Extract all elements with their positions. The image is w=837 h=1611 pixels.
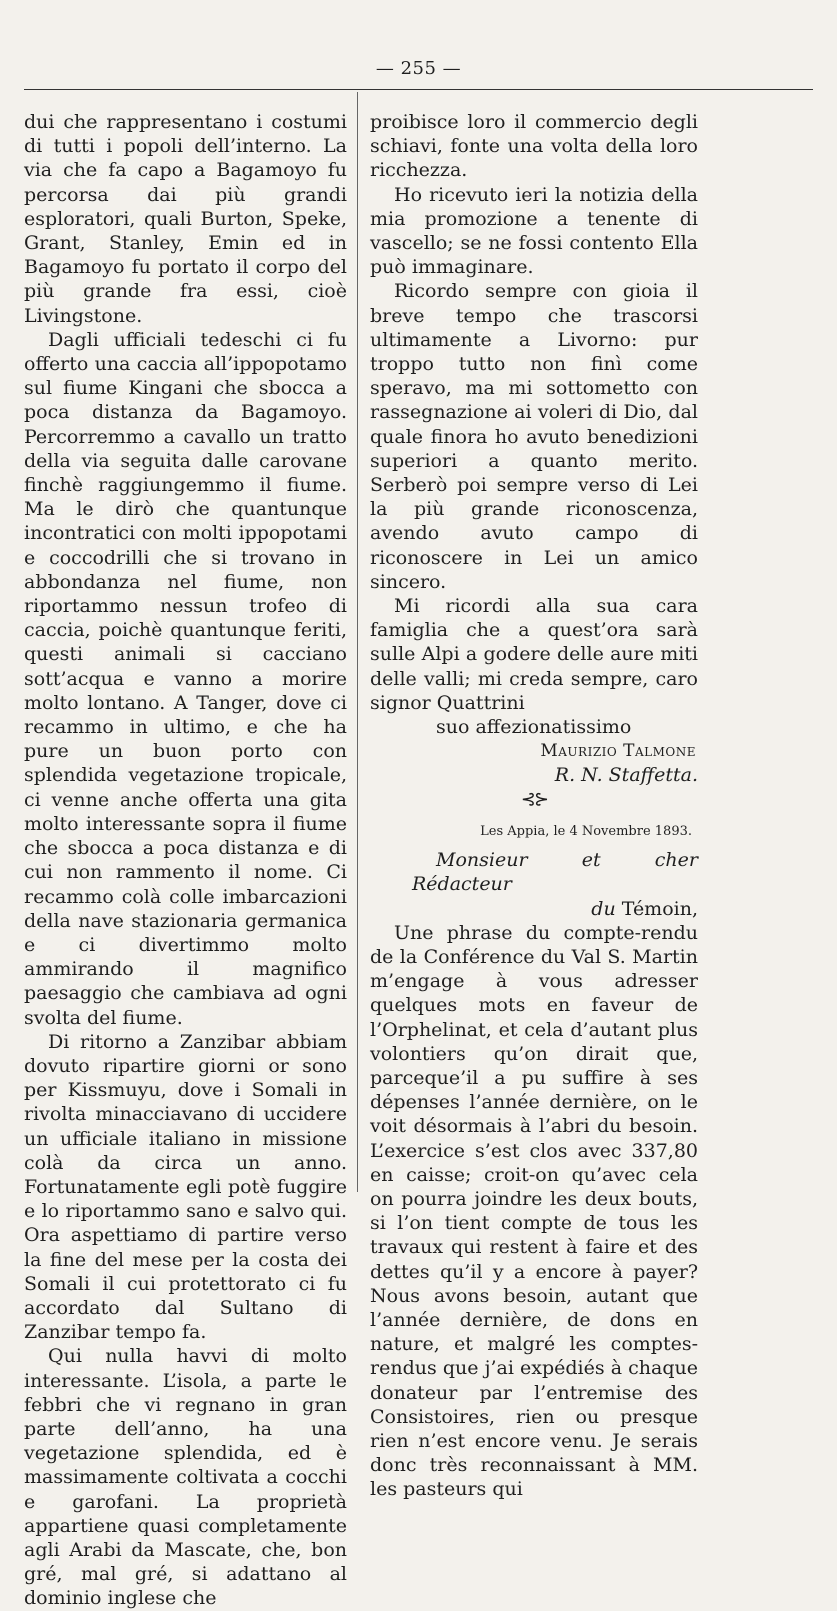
right-paragraph-4: Mi ricordi alla sua cara famiglia che a quest’ora sarà sulle Alpi a godere delle aure miti delle valli; mi creda sempre, caro signor Quattrini: [370, 595, 698, 714]
right-paragraph-2: Ho ricevuto ieri la notizia della mia promozione a tenente di vascello; se ne fossi contento Ella può immaginare.: [370, 183, 698, 279]
salutation-line-2: [370, 897, 698, 921]
salutation-temoin: Témoin,: [615, 897, 698, 920]
left-paragraph-4: Qui nulla havvi di molto interessante. L’isola, a parte le febbri che vi regnano in gran parte dell’anno, ha una vegetazione splendida, ed è massimamente coltivata a cocchi e garofani. La proprietà appartiene quasi completamente agli Arabi da Mascate, che, bon gré, mal gré, si adattano al dominio inglese che: [24, 1345, 347, 1610]
dateline: Les Appia, le 4 Novembre 1893.: [480, 823, 692, 839]
column-divider: [357, 92, 358, 1192]
salutation-du: du: [591, 897, 616, 920]
left-paragraph-1: dui che rappresentano i costumi di tutti i popoli dell’interno. La via che fa capo a Bagamoyo fu percorsa dai più grandi esploratori, quali Burton, Speke, Grant, Stanley, Emin ed in Bagamoyo fu portato il corpo del più grande fra essi, cioè Livingstone.: [24, 111, 347, 327]
signature-ship: R. N. Staffetta.: [554, 764, 698, 787]
left-paragraph-2: Dagli ufficiali tedeschi ci fu offerto una caccia all’ippopotamo sul fiume Kingani che sbocca a poca distanza da Bagamoyo. Percorremmo a cavallo un tratto della via seguita dalle carovane finchè raggiungemmo il fiume. Ma le dirò che quantunque incontratici con molti ippopotami e coccodrilli che si trovano in abbondanza nel fiume, non riportammo nessun trofeo di caccia, poichè quantunque feriti, questi animali si cacciano sott’acqua e vanno a morire molto lontano. A Tanger, dove ci recammo in ultimo, e che ha pure un buon porto con splendida vegetazione tropicale, ci venne anche offerta una gita molto interessante sopra il fiume che sbocca a poca distanza e di cui non rammento il nome. Ci recammo colà colle imbarcazioni della nave stazionaria germanica e ci divertimmo molto ammirando il magnifico paesaggio che cambiava ad ogni svolta del fiume.: [24, 328, 347, 1029]
right-column: [370, 110, 698, 1502]
right-paragraph-1: proibisce loro il commercio degli schiavi, fonte una volta della loro ricchezza.: [370, 111, 698, 182]
ornament-divider: ⊰⊱: [520, 788, 548, 810]
page-number: — 255 —: [375, 58, 462, 79]
left-paragraph-3: Di ritorno a Zanzibar abbiam dovuto ripartire giorni or sono per Kissmuyu, dove i Somali in rivolta minacciavano di uccidere un ufficiale italiano in missione colà da circa un anno. Fortunatamente egli potè fuggire e lo riportammo sano e salvo qui. Ora aspettiamo di partire verso la fine del mese per la costa dei Somali il cui protettorato ci fu accordato dal Sultano di Zanzibar tempo fa.: [24, 1030, 347, 1344]
salutation-line-1: Monsieur et cher Rédacteur: [412, 849, 698, 896]
french-letter-paragraph: Une phrase du compte-rendu de la Conférence du Val S. Martin m’engage à vous adresser quelques mots en faveur de l’Orphelinat, et cela d’autant plus volontiers qu’on dirait que, parceque’il a pu suffire à ses dépenses l’année dernière, on le voit désormais à l’abri du besoin. L’exercice s’est clos avec 337,80 en caisse; croit-on qu’avec cela on pourra joindre les deux bouts, si l’on tient compte de tous les travaux qui restent à faire et des dettes qu’il y a encore à payer? Nous avons besoin, autant que l’année dernière, de dons en nature, et malgré les comptes-rendus que j’ai expédiés à chaque donateur par l’entremise des Consistoires, rien ou presque rien n’est encore venu. Je serais donc très reconnaissant à MM. les pasteurs qui: [370, 921, 698, 1501]
header-rule: [24, 89, 813, 90]
right-paragraph-3: Ricordo sempre con gioia il breve tempo che trascorsi ultimamente a Livorno: pur troppo tutto non finì come speravo, ma mi sottometto con rassegnazione ai voleri di Dio, dal quale finora ho avuto benedizioni superiori a quanto merito. Serberò poi sempre verso di Lei la più grande riconoscenza, avendo avuto campo di riconoscere in Lei un amico sincero.: [370, 280, 698, 593]
letter-closing: suo affezionatissimo: [436, 716, 632, 739]
signature-name: Maurizio Talmone: [540, 741, 696, 762]
left-column: [24, 110, 347, 1611]
